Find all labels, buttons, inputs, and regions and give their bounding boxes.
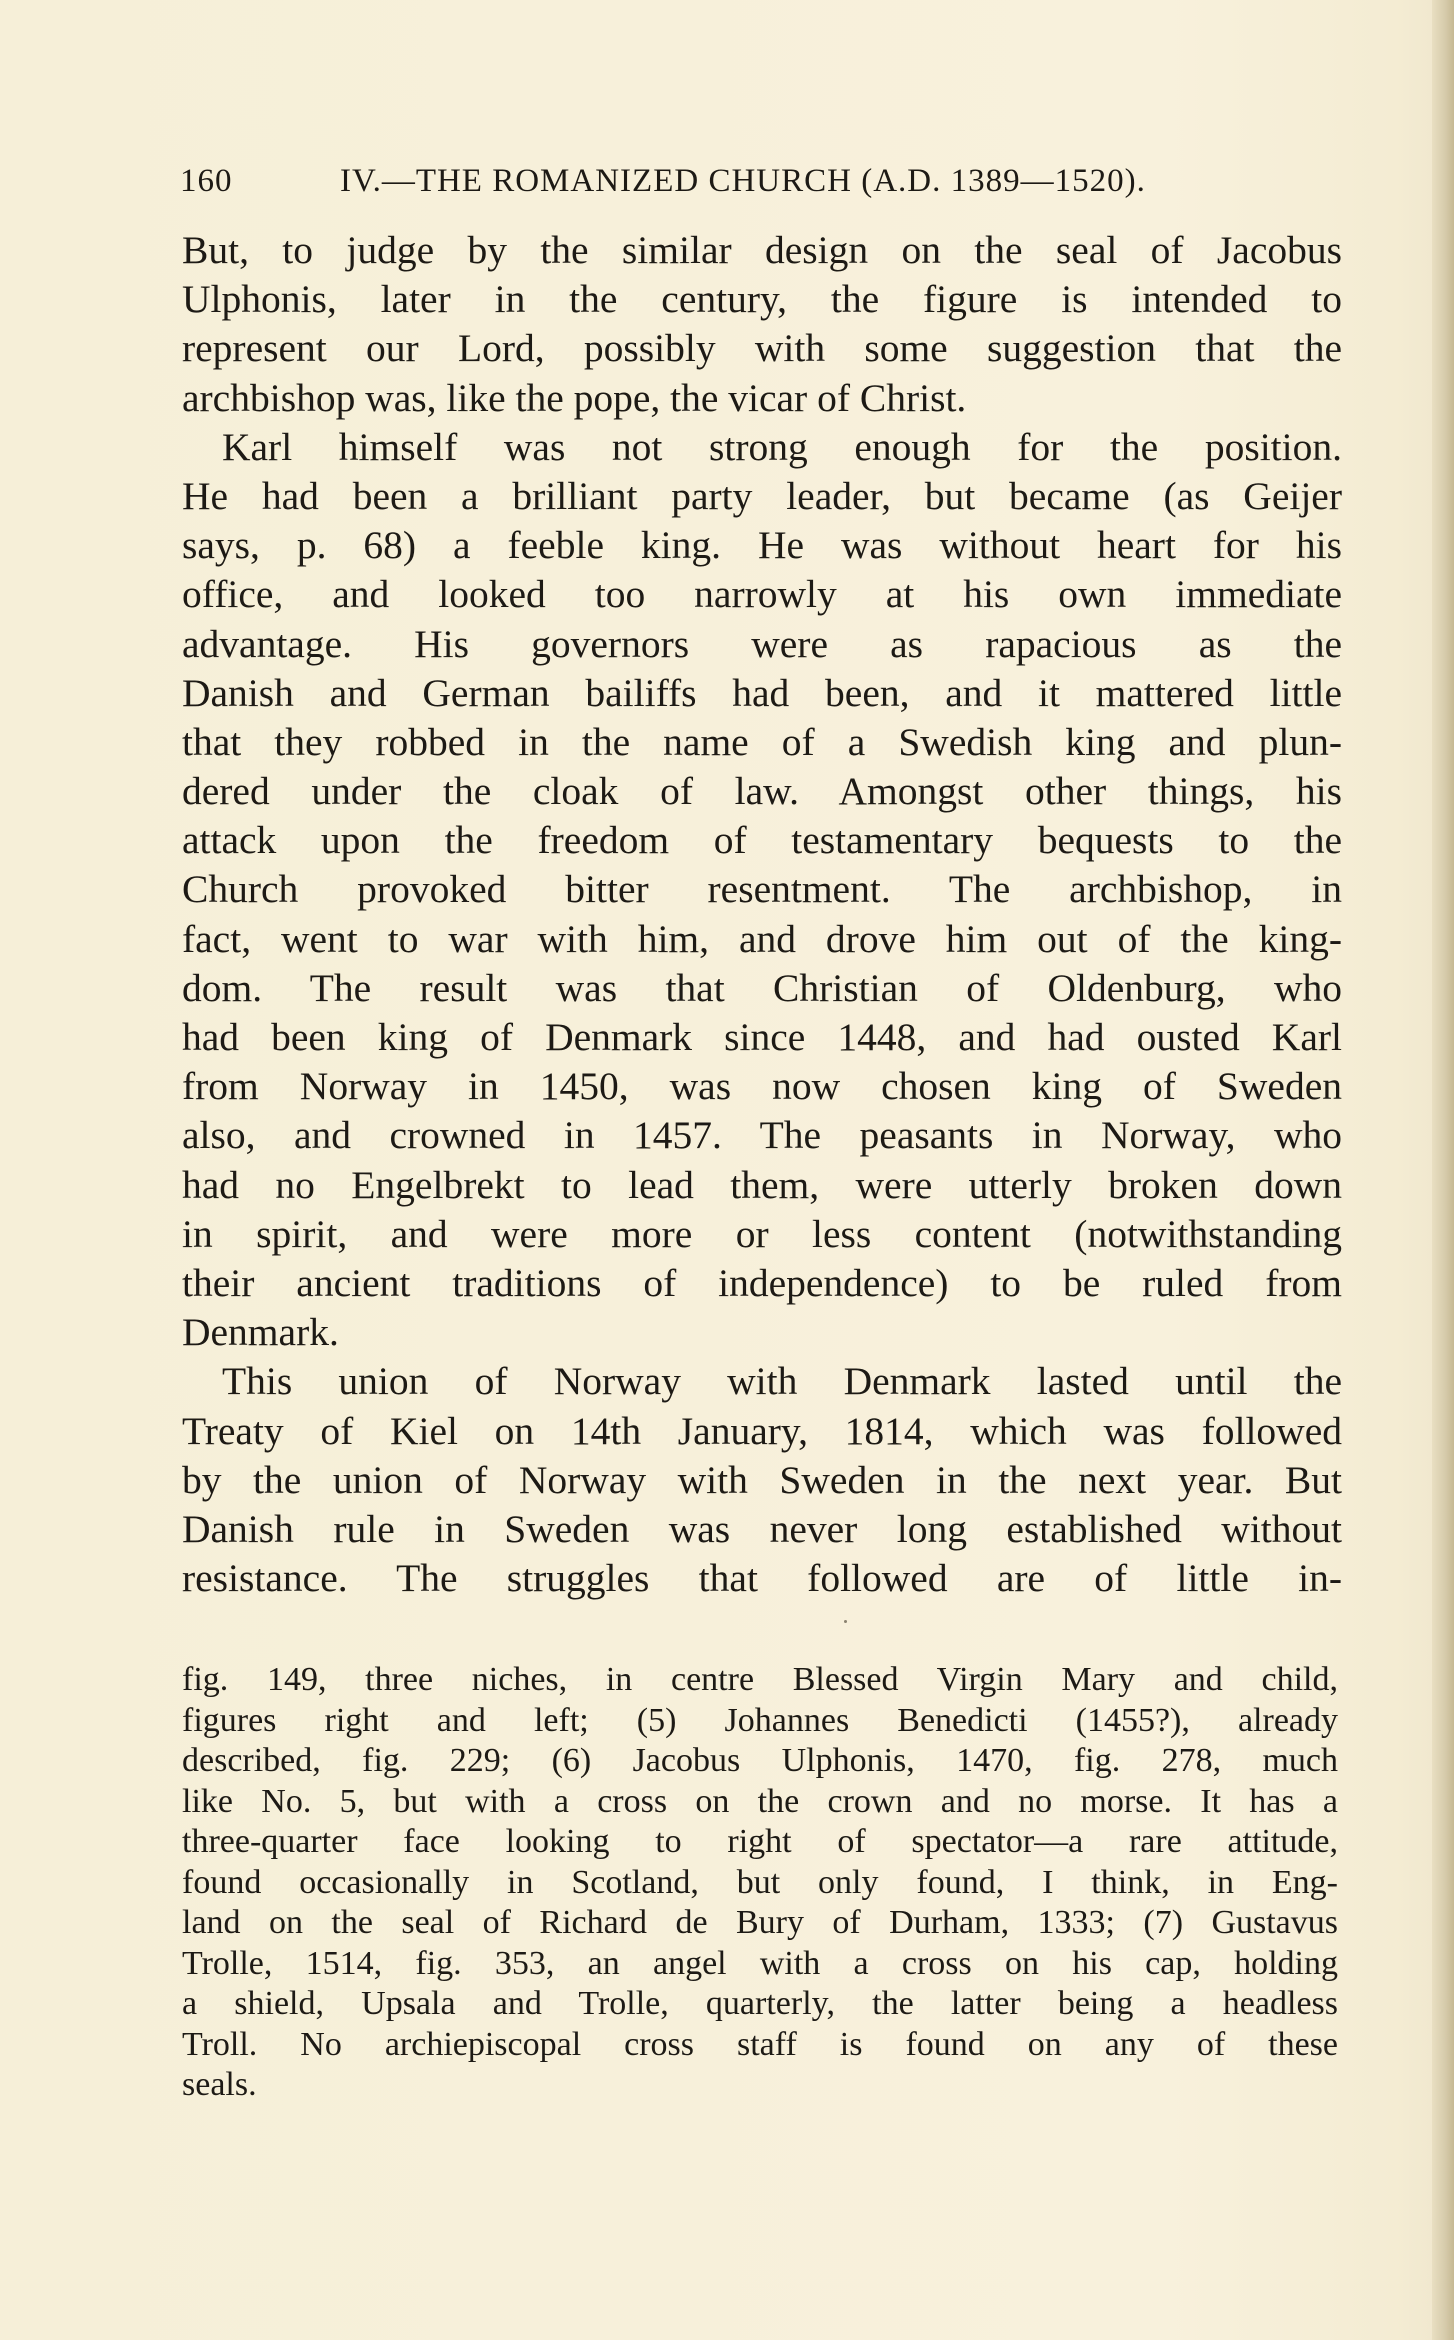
text-line: by the union of Norway with Sweden in the next year. But xyxy=(182,1457,1342,1502)
separator-dot xyxy=(844,1620,847,1623)
text-line: fact, went to war with him, and drove him out of the king- xyxy=(182,916,1342,961)
text-line: also, and crowned in 1457. The peasants in Norway, who xyxy=(182,1113,1342,1158)
text-line: had been king of Denmark since 1448, and had ousted Karl xyxy=(182,1015,1342,1059)
text-line: Treaty of Kiel on 14th January, 1814, which was followed xyxy=(182,1408,1342,1453)
text-line: advantage. His governors were as rapacious as the xyxy=(182,621,1342,666)
text-line: Danish and German bailiffs had been, and it mattered little xyxy=(182,670,1342,715)
footnote-line: seals. xyxy=(182,2066,257,2103)
text-line: in spirit, and were more or less content (notwithstanding xyxy=(182,1211,1342,1256)
text-line: had no Engelbrekt to lead them, were utterly broken down xyxy=(182,1162,1342,1207)
footnote-line: Troll. No archiepiscopal cross staff is found on any of these xyxy=(182,2025,1338,2063)
text-line: represent our Lord, possibly with some suggestion that the xyxy=(182,326,1342,371)
footnote-block xyxy=(182,1660,1338,2106)
text-line: Ulphonis, later in the century, the figure is intended to xyxy=(182,277,1342,322)
paragraph-start-line: Karl himself was not strong enough for the position. xyxy=(222,424,1342,469)
footnote-line: land on the seal of Richard de Bury of Durham, 1333; (7) Gustavus xyxy=(182,1904,1338,1941)
text-line: that they robbed in the name of a Swedish king and plun- xyxy=(182,719,1342,764)
text-line: their ancient traditions of independence) to be ruled from xyxy=(182,1260,1342,1305)
page-edge xyxy=(1432,0,1454,2340)
footnote-line: like No. 5, but with a cross on the crown and no morse. It has a xyxy=(182,1782,1338,1820)
running-head: IV.—THE ROMANIZED CHURCH (A.D. 1389—1520). xyxy=(340,163,1146,199)
page-header xyxy=(180,163,1340,209)
text-line: dom. The result was that Christian of Oldenburg, who xyxy=(182,965,1342,1010)
text-line: Denmark. xyxy=(182,1310,339,1355)
text-line: But, to judge by the similar design on the seal of Jacobus xyxy=(182,228,1342,272)
text-line: Church provoked bitter resentment. The archbishop, in xyxy=(182,867,1342,912)
text-line: Danish rule in Sweden was never long established without xyxy=(182,1506,1342,1551)
text-line: attack upon the freedom of testamentary bequests to the xyxy=(182,818,1342,863)
paragraph-start-line: This union of Norway with Denmark lasted until the xyxy=(222,1359,1342,1404)
footnote-line: fig. 149, three niches, in centre Blessed Virgin Mary and child, xyxy=(182,1661,1338,1698)
main-text-block xyxy=(182,226,1342,1603)
text-line: resistance. The struggles that followed are of little in- xyxy=(182,1556,1342,1601)
text-line: He had been a brilliant party leader, but became (as Geijer xyxy=(182,473,1342,518)
footnote-line: three-quarter face looking to right of spectator—a rare attitude, xyxy=(182,1823,1338,1860)
footnote-line: described, fig. 229; (6) Jacobus Ulphonis, 1470, fig. 278, much xyxy=(182,1742,1338,1779)
footnote-line: a shield, Upsala and Trolle, quarterly, the latter being a headless xyxy=(182,1985,1338,2022)
footnote-line: figures right and left; (5) Johannes Benedicti (1455?), already xyxy=(182,1701,1338,1739)
footnote-line: Trolle, 1514, fig. 353, an angel with a cross on his cap, holding xyxy=(182,1944,1338,1982)
text-line: says, p. 68) a feeble king. He was without heart for his xyxy=(182,523,1342,568)
text-line: from Norway in 1450, was now chosen king of Sweden xyxy=(182,1064,1342,1109)
footnote-line: found occasionally in Scotland, but only found, I think, in Eng- xyxy=(182,1863,1338,1901)
text-line: office, and looked too narrowly at his own immediate xyxy=(182,572,1342,617)
text-line: dered under the cloak of law. Amongst other things, his xyxy=(182,769,1342,814)
text-line: archbishop was, like the pope, the vicar of Christ. xyxy=(182,375,967,420)
page-number: 160 xyxy=(180,163,233,199)
